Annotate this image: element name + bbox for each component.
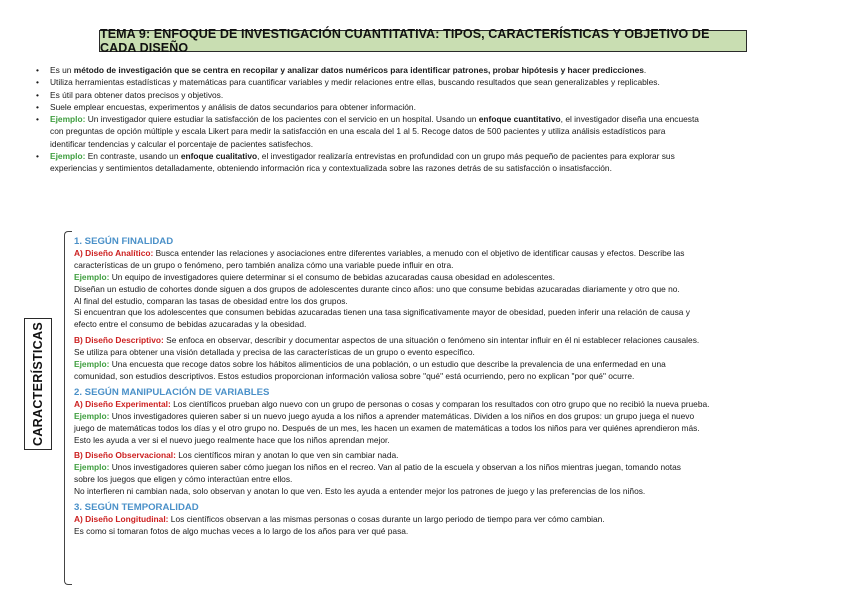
side-label: CARACTERÍSTICAS: [31, 322, 46, 446]
section-heading-manipulacion: 2. SEGÚN MANIPULACIÓN DE VARIABLES: [74, 386, 270, 398]
example-analitico-line-3: Al final del estudio, comparan las tasas de obesidad entre los dos grupos.: [74, 295, 348, 306]
example-analitico-line-2: Diseñan un estudio de cohortes donde siguen a dos grupos de adolescentes durante cinco años: uno que consume bebidas azucaradas diariamente y otro que no.: [74, 283, 680, 294]
example-descriptivo: Ejemplo: Una encuesta que recoge datos sobre los hábitos alimenticios de una población, o un estudio que describe la prevalencia de una enfermedad en una: [74, 359, 666, 370]
example-analitico-line-4: Si encuentran que los adolescentes que consumen bebidas azucaradas tienen una tasa significativamente mayor de obesidad, pueden inferir una relación de causa y: [74, 307, 690, 318]
section-bracket: [64, 231, 72, 585]
design-descriptivo: B) Diseño Descriptivo: Se enfoca en observar, describir y documentar aspectos de una situación o fenómeno sin intentar influir en él ni establecer relaciones causales.: [74, 335, 700, 346]
page-title: TEMA 9: ENFOQUE DE INVESTIGACIÓN CUANTITATIVA: TIPOS, CARACTERÍSTICAS Y OBJETIVO DE CADA DISEÑO: [100, 27, 710, 55]
example-analitico: Ejemplo: Un equipo de investigadores quiere determinar si el consumo de bebidas azucaradas causa obesidad en adolescentes.: [74, 271, 555, 282]
design-experimental: A) Diseño Experimental: Los científicos prueban algo nuevo con un grupo de personas o cosas y comparan los resultados con otro grupo que no recibió la nueva prueba.: [74, 398, 710, 409]
bullet-icon: •: [36, 151, 39, 162]
bullet-icon: •: [36, 114, 39, 125]
bullet-icon: •: [36, 89, 39, 100]
bullet-icon: •: [36, 77, 39, 88]
intro-example-1: • Ejemplo: Un investigador quiere estudiar la satisfacción de los pacientes con el servicio en un hospital. Usando un enfoque cuantitativo, el investigador diseña una encuesta: [36, 114, 699, 125]
intro-example-1-line-3: identificar tendencias y calcular el porcentaje de pacientes satisfechos.: [50, 138, 314, 149]
intro-bullet-1: • Es un método de investigación que se centra en recopilar y analizar datos numéricos para identificar patrones, probar hipótesis y hacer predicciones.: [36, 65, 647, 75]
characteristics-content: [74, 236, 824, 538]
example-experimental-line-3: Esto les ayuda a ver si el nuevo juego realmente hace que los niños aprendan mejor.: [74, 434, 390, 445]
intro-example-2: • Ejemplo: En contraste, usando un enfoque cualitativo, el investigador realizaría entrevistas en profundidad con un grupo más pequeño de pacientes para explorar sus: [36, 151, 675, 162]
design-analitico: A) Diseño Analítico: Busca entender las relaciones y asociaciones entre diferentes variables, a menudo con el objetivo de identificar causas y efectos. Describe las: [74, 247, 685, 258]
intro-section: [36, 64, 814, 175]
example-experimental-line-2: juego de matemáticas todos los días y el otro grupo no. Después de un mes, les hacen un examen de matemáticas a todos los niños para ver quiénes aprendieron más.: [74, 422, 700, 433]
example-experimental: Ejemplo: Unos investigadores quieren saber si un nuevo juego ayuda a los niños a aprender matemáticas. Dividen a los niños en dos grupos: un grupo juega el nuevo: [74, 410, 695, 421]
bullet-icon: •: [36, 65, 39, 75]
design-descriptivo-line-2: Se utiliza para obtener una visión detallada y precisa de las características de un grupo o evento específico.: [74, 347, 475, 358]
intro-example-1-line-2: con preguntas de opción múltiple y escala Likert para medir la satisfacción en una escala del 1 al 5. Recoge datos de 500 pacientes y utiliza análisis estadísticos para: [50, 126, 666, 137]
intro-example-2-line-2: experiencias y sentimientos detalladamente, obteniendo información rica y contextualizada sobre las razones detrás de su satisfacción o insatisfacción.: [50, 163, 612, 174]
bullet-icon: •: [36, 101, 39, 112]
design-observacional: B) Diseño Observacional: Los científicos miran y anotan lo que ven sin cambiar nada.: [74, 450, 399, 461]
example-descriptivo-line-2: comunidad, son estudios descriptivos. Estos estudios proporcionan información valiosa sobre "qué" está ocurriendo, pero no explican "por qué" ocurre.: [74, 370, 635, 381]
example-observacional-line-2: sobre los juegos que eligen y cómo interactúan entre ellos.: [74, 474, 293, 485]
example-observacional: Ejemplo: Unos investigadores quieren saber cómo juegan los niños en el recreo. Van al patio de la escuela y observan a los niños mientras juegan, tomando notas: [74, 462, 681, 473]
design-longitudinal-line-2: Es como si tomaran fotos de algo muchas veces a lo largo de los años para ver qué pasa.: [74, 525, 409, 536]
page-title-box: [99, 27, 747, 55]
intro-bullet-3: • Es útil para obtener datos precisos y objetivos.: [36, 89, 224, 100]
example-analitico-line-5: efecto entre el consumo de bebidas azucaradas y la obesidad.: [74, 319, 307, 330]
intro-bullet-2: • Utiliza herramientas estadísticas y matemáticas para cuantificar variables y medir relaciones entre ellas, buscando resultados que sean generalizables y replicables.: [36, 77, 660, 88]
example-observacional-line-3: No interfieren ni cambian nada, solo observan y anotan lo que ven. Esto les ayuda a entender mejor los patrones de juego y las preferencias de los niños.: [74, 486, 646, 497]
intro-bullet-4: • Suele emplear encuestas, experimentos y análisis de datos secundarios para obtener información.: [36, 101, 416, 112]
design-longitudinal: A) Diseño Longitudinal: Los científicos observan a las mismas personas o cosas durante un largo periodo de tiempo para ver cómo cambian.: [74, 513, 605, 524]
section-heading-finalidad: 1. SEGÚN FINALIDAD: [74, 236, 174, 247]
design-analitico-line-2: características de un grupo o fenómeno, pero también analiza cómo una variable puede influir en otra.: [74, 259, 454, 270]
side-label-box: [24, 318, 52, 450]
section-heading-temporalidad: 3. SEGÚN TEMPORALIDAD: [74, 502, 199, 514]
